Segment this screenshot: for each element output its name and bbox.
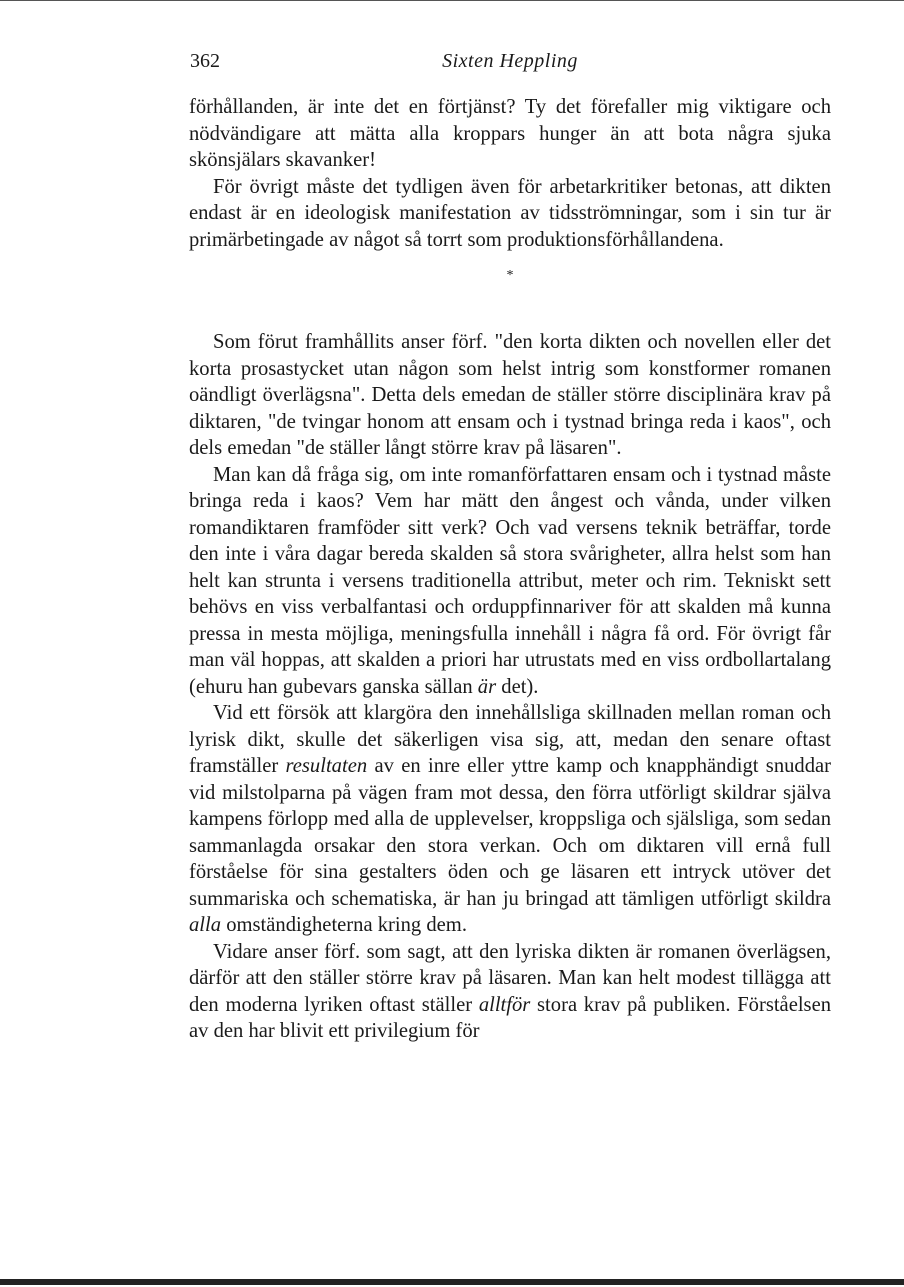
paragraph-6-part-b: stora krav på publiken. Förståelsen av den har blivit ett privilegium för: [189, 993, 832, 1042]
paragraph-6-part-a: Vidare anser förf. som sagt, att den lyriska dikten är romanen överlägsen, därför att den ställer större krav på läsaren. Man kan helt modest tillägga att den moderna lyriken oftast ställer: [189, 940, 831, 1016]
paragraph-5-part-b: av en inre eller yttre kamp och knapphändigt snuddar vid milstolparna på vägen fram mot dessa, den förra utförligt skildrar själva kampens förlopp med alla de upplevelser, kroppsliga och själsliga, som sedan sammanlagda orsakar den stora verkan. Och om diktaren vill ernå full förståelse för sina gestalters öden och ge läsaren ett intryck utöver det summariska och schematiska, är han ju bringad att tämligen utförligt skildra: [189, 755, 832, 910]
page-body: [189, 94, 831, 1045]
paragraph-2: För övrigt måste det tydligen även för arbetarkritiker betonas, att dikten endast är en ideologisk manifestation av tidsströmningar, som i sin tur är primärbetingade av något så torrt som produktionsförhållandena.: [189, 175, 831, 251]
top-border-line: [0, 0, 904, 1]
paragraph-4-italic: är: [477, 675, 497, 698]
paragraph-5-italic-resultaten: resultaten: [285, 755, 368, 777]
paragraph-5-part-c: omständigheterna kring dem.: [226, 914, 467, 936]
paragraph-6-italic-alltfor: alltför: [478, 993, 531, 1016]
paragraph-1: förhållanden, är inte det en förtjänst? Ty det förefaller mig viktigare och nödvändigare att mätta alla kroppars hunger än att bota några sjuka skönsjälars skavanker!: [189, 96, 831, 171]
paragraph-6: [189, 939, 831, 1045]
paragraph-4: [189, 462, 831, 701]
paragraph-5-italic-alla: alla: [189, 914, 222, 936]
paragraph-4-end: det).: [501, 675, 539, 698]
section-separator: *: [506, 268, 514, 283]
paragraph-4-text: Man kan då fråga sig, om inte romanförfattaren ensam och i tystnad måste bringa reda i kaos? Vem har mätt den ångest och vånda, under vilken romandiktaren framföder sitt verk? Och vad versens teknik beträffar, torde den inte i våra dagar bereda skalden så stora svårigheter, allra helst som han helt kan strunta i versens traditionella attribut, meter och rim. Tekniskt sett behövs en viss verbalfantasi och orduppfinnariver för att skalden må kunna pressa in mesta möjliga, meningsfulla innehåll i några få ord. För övrigt får man väl hoppas, att skalden a priori har utrustats med en viss ordbollartalang (ehuru han gubevars ganska sällan: [189, 463, 831, 698]
paragraph-5-part-a: Vid ett försök att klargöra den innehållsliga skillnaden mellan roman och lyrisk dikt, skulle det säkerligen visa sig, att, medan den senare oftast framställer: [189, 702, 831, 777]
page-number: 362: [190, 50, 220, 72]
page-header: [190, 50, 830, 80]
bottom-border-line: [0, 1279, 904, 1285]
running-head: Sixten Heppling: [442, 50, 578, 72]
paragraph-3: Som förut framhållits anser förf. "den korta dikten och novellen eller det korta prosastycket utan någon som helst intrig som konstformer romanen oändligt överlägsna". Detta dels emedan de ställer större disciplinära krav på diktaren, "de tvingar honom att ensam och i tystnad bringa reda i kaos", och dels emedan "de ställer långt större krav på läsaren".: [189, 331, 831, 459]
paragraph-5: [189, 700, 831, 939]
